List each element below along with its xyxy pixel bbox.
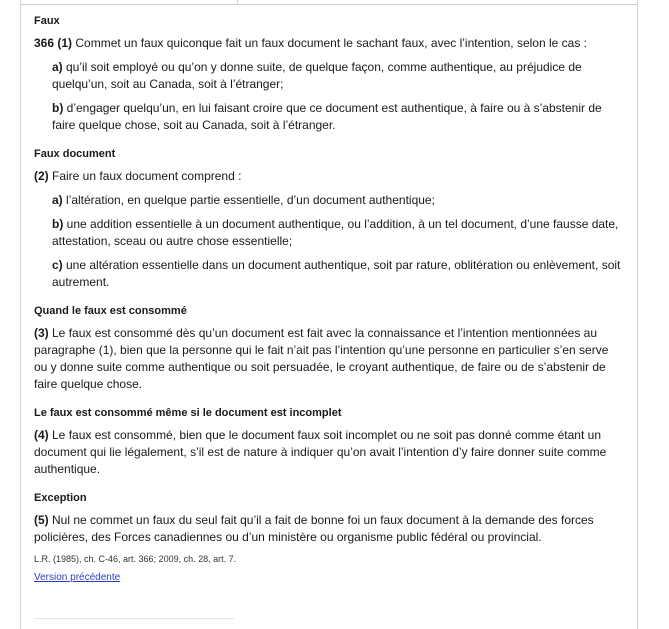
top-divider bbox=[21, 0, 637, 5]
paragraph-text: Le faux est consommé, bien que le document faux soit incomplet ou ne soit pas donné comme étant un document qui lie légalement, s’il est de nature à indiquer qu’on avait l’intention d’y faire donner suite comme authentique. bbox=[34, 428, 607, 476]
heading-faux-document: Faux document bbox=[34, 148, 116, 160]
clause-label: b) bbox=[52, 101, 64, 115]
paragraph-366-1 bbox=[34, 35, 624, 52]
paragraph-number: 366 (1) bbox=[34, 36, 73, 50]
clause-366-1-a bbox=[52, 59, 624, 93]
paragraph-number: (4) bbox=[34, 428, 49, 442]
clause-366-2-b bbox=[52, 216, 624, 250]
paragraph-number: (3) bbox=[34, 326, 49, 340]
clause-text: d’engager quelqu’un, en lui faisant croire que ce document est authentique, à faire ou à s’abstenir de faire quelque chose, soit au Canada, soit à l’étranger. bbox=[52, 101, 602, 132]
clause-label: c) bbox=[52, 258, 63, 272]
paragraph-text: Commet un faux quiconque fait un faux document le sachant faux, avec l’intention, selon le cas : bbox=[72, 36, 587, 50]
heading-exception: Exception bbox=[34, 492, 87, 504]
clause-text: qu’il soit employé ou qu’on y donne suite, de quelque façon, comme authentique, au préjudice de quelqu’un, soit au Canada, soit à l’étranger; bbox=[52, 60, 582, 91]
clause-label: a) bbox=[52, 60, 63, 74]
clause-text: l’altération, en quelque partie essentielle, d’un document authentique; bbox=[62, 193, 435, 207]
paragraph-number: (5) bbox=[34, 513, 49, 527]
paragraph-366-2 bbox=[34, 168, 624, 185]
history-note: L.R. (1985), ch. C-46, art. 366; 2009, ch. 28, art. 7. bbox=[34, 554, 237, 564]
document-content bbox=[34, 14, 624, 585]
paragraph-number: (2) bbox=[34, 169, 49, 183]
bottom-divider bbox=[34, 618, 234, 619]
paragraph-text: Nul ne commet un faux du seul fait qu’il a fait de bonne foi un faux document à la demande des forces policières, des Forces canadiennes ou d’un ministère ou organisme public fédéral ou provincial. bbox=[34, 513, 594, 544]
heading-quand-consomme: Quand le faux est consommé bbox=[34, 305, 187, 317]
paragraph-text: Faire un faux document comprend : bbox=[48, 169, 242, 183]
clause-366-2-c bbox=[52, 257, 624, 291]
clause-text: une altération essentielle dans un document authentique, soit par rature, oblitération ou enlèvement, soit autrement. bbox=[52, 258, 621, 289]
paragraph-366-4 bbox=[34, 427, 624, 478]
clause-text: une addition essentielle à un document authentique, ou l’addition, à un tel document, d’une fausse date, attestation, sceau ou autre chose essentielle; bbox=[52, 217, 619, 248]
top-divider-split bbox=[237, 0, 238, 4]
heading-faux: Faux bbox=[34, 15, 60, 27]
paragraph-366-3 bbox=[34, 325, 624, 393]
paragraph-text: Le faux est consommé dès qu’un document est fait avec la connaissance et l’intention mentionnées au paragraphe (1), bien que la personne qui le fait n’ait pas l’intention qu’une personne en particulier s’en serve ou y donne suite comme authentique ou soit persuadée, le croyant authentique, de faire ou de s’abstenir de faire quelque chose. bbox=[34, 326, 609, 391]
paragraph-366-5 bbox=[34, 512, 624, 546]
document-page bbox=[20, 0, 638, 629]
clause-label: b) bbox=[52, 217, 64, 231]
previous-version-link[interactable]: Version précédente bbox=[34, 572, 121, 583]
clause-366-1-b bbox=[52, 100, 624, 134]
clause-label: a) bbox=[52, 193, 63, 207]
heading-document-incomplet: Le faux est consommé même si le document est incomplet bbox=[34, 407, 342, 419]
clause-366-2-a bbox=[52, 192, 624, 209]
